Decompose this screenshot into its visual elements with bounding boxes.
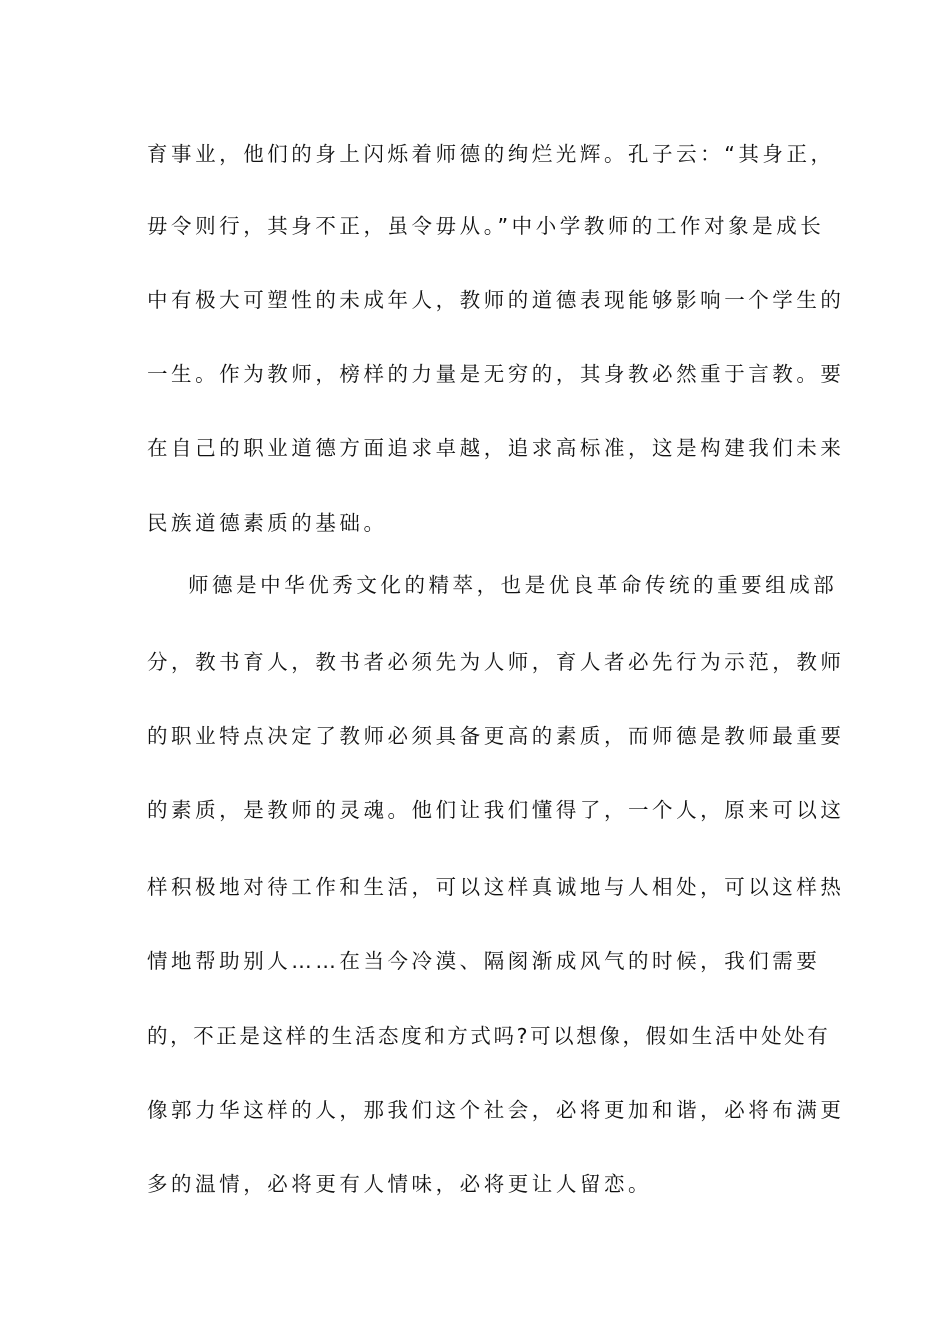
text-line: 的职业特点决定了教师必须具备更高的素质，而师德是教师最重要	[147, 724, 845, 748]
text-line: 样积极地对待工作和生活，可以这样真诚地与人相处，可以这样热	[147, 875, 845, 899]
text-line: 的，不正是这样的生活态度和方式吗?可以想像，假如生活中处处有	[147, 1024, 831, 1048]
text-line: 像郭力华这样的人，那我们这个社会，必将更加和谐，必将布满更	[147, 1098, 845, 1122]
text-line: 在自己的职业道德方面追求卓越，追求高标准，这是构建我们未来	[147, 436, 845, 460]
text-line: 分，教书育人，教书者必须先为人师，育人者必先行为示范，教师	[147, 650, 845, 674]
text-line: 多的温情，必将更有人情味，必将更让人留恋。	[147, 1172, 653, 1196]
text-line: 毋令则行，其身不正，虽令毋从。”中小学教师的工作对象是成长	[147, 214, 825, 238]
text-line: 民族道德素质的基础。	[147, 511, 388, 535]
text-line: 的素质，是教师的灵魂。他们让我们懂得了，一个人，原来可以这	[147, 798, 845, 822]
text-line: 情地帮助别人……在当今冷漠、隔阂渐成风气的时候，我们需要	[147, 949, 821, 973]
text-line: 中有极大可塑性的未成年人，教师的道德表现能够影响一个学生的	[147, 288, 845, 312]
paragraph-first-line: 师德是中华优秀文化的精萃，也是优良革命传统的重要组成部	[188, 573, 838, 597]
text-line: 一生。作为教师，榜样的力量是无穷的，其身教必然重于言教。要	[147, 362, 845, 386]
text-line: 育事业，他们的身上闪烁着师德的绚烂光辉。孔子云：“其身正，	[147, 142, 835, 166]
